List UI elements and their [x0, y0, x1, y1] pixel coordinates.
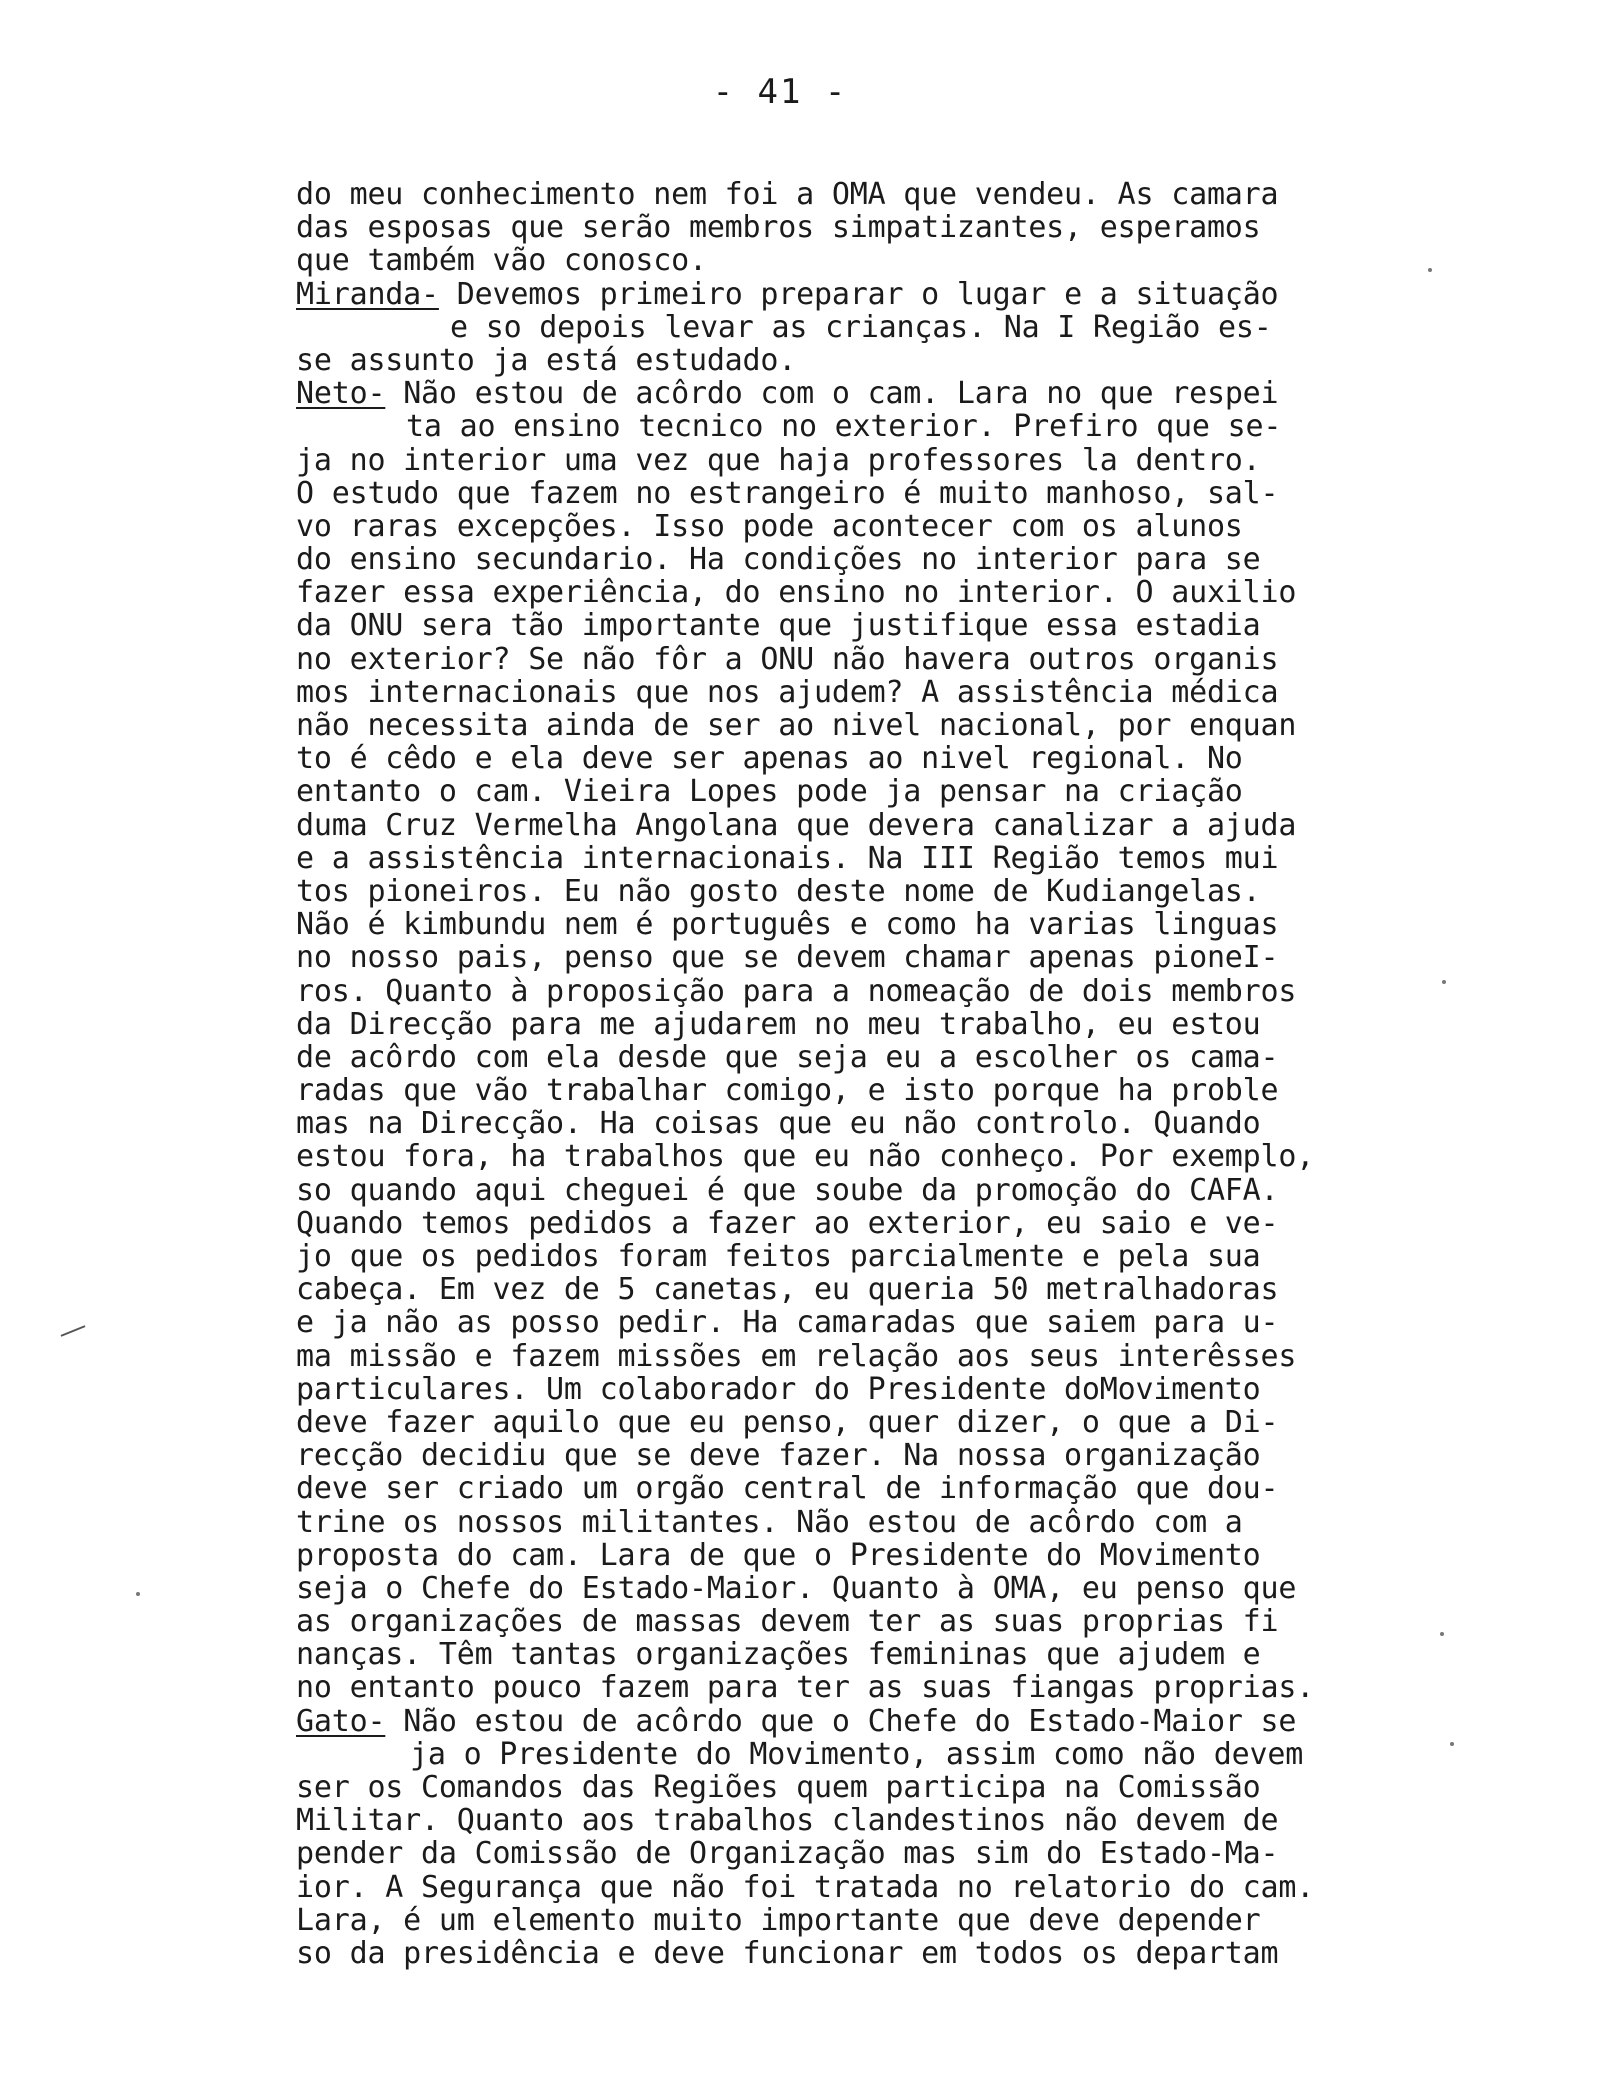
text-line: radas que vão trabalhar comigo, e isto porque ha proble [296, 1073, 1279, 1109]
text-line: nanças. Têm tantas organizações femininas que ajudem e [296, 1637, 1261, 1673]
text-line: estou fora, ha trabalhos que eu não conheço. Por exemplo, [296, 1139, 1315, 1175]
speech-text: Não estou de acôrdo com o cam. Lara no que respei [403, 376, 1279, 412]
text-line: to é cêdo e ela deve ser apenas ao nivel regional. No [296, 741, 1243, 777]
scan-speck [1428, 268, 1432, 272]
scan-speck [1440, 1632, 1444, 1636]
speaker-name-neto: Neto- [296, 376, 386, 412]
text-line: no nosso pais, penso que se devem chamar apenas pioneI- [296, 940, 1279, 976]
text-line: pender da Comissão de Organização mas sim do Estado-Ma- [296, 1836, 1279, 1872]
text-line: que também vão conosco. [296, 243, 707, 279]
text-line: e so depois levar as crianças. Na I Região es- [450, 309, 1272, 345]
speech-text: Não estou de acôrdo que o Chefe do Estado-Maior se [403, 1703, 1297, 1739]
text-line: ma missão e fazem missões em relação aos seus interêsses [296, 1338, 1297, 1374]
typed-text-body [296, 178, 1396, 1970]
text-line: so quando aqui cheguei é que soube da promoção do CAFA. [296, 1172, 1279, 1208]
speaker-name-gato: Gato- [296, 1703, 386, 1739]
text-line: ros. Quanto à proposição para a nomeação de dois membros [296, 973, 1297, 1009]
text-line: ior. A Segurança que não foi tratada no relatorio do cam. [296, 1869, 1315, 1905]
text-line: deve ser criado um orgão central de informação que dou- [296, 1471, 1279, 1507]
text-line: da Direcção para me ajudarem no meu trabalho, eu estou [296, 1006, 1261, 1042]
text-line: cabeça. Em vez de 5 canetas, eu queria 50 metralhadoras [296, 1272, 1279, 1308]
text-line: no entanto pouco fazem para ter as suas fiangas proprias. [296, 1670, 1315, 1706]
text-line: da ONU sera tão importante que justifique essa estadia [296, 608, 1261, 644]
text-line: ja no interior uma vez que haja professores la dentro. [296, 442, 1261, 478]
text-line: se assunto ja está estudado. [296, 342, 797, 378]
text-line: de acôrdo com ela desde que seja eu a escolher os cama- [296, 1039, 1279, 1075]
text-line: das esposas que serão membros simpatizantes, esperamos [296, 210, 1261, 246]
text-line: e ja não as posso pedir. Ha camaradas que saiem para u- [296, 1305, 1279, 1341]
text-line: Militar. Quanto aos trabalhos clandestinos não devem de [296, 1803, 1279, 1839]
scan-speck [136, 1592, 140, 1596]
speaker-name-miranda: Miranda- [296, 276, 439, 312]
text-line [296, 278, 1396, 311]
text-line: seja o Chefe do Estado-Maior. Quanto à OMA, eu penso que [296, 1570, 1297, 1606]
text-line: O estudo que fazem no estrangeiro é muito manhoso, sal- [296, 475, 1279, 511]
text-line: fazer essa experiência, do ensino no interior. O auxilio [296, 575, 1297, 611]
text-line: tos pioneiros. Eu não gosto deste nome de Kudiangelas. [296, 873, 1261, 909]
speech-text: Devemos primeiro preparar o lugar e a situação [456, 276, 1279, 312]
text-line: duma Cruz Vermelha Angolana que devera canalizar a ajuda [296, 807, 1297, 843]
text-line: so da presidência e deve funcionar em todos os departam [296, 1935, 1279, 1971]
text-line: do ensino secundario. Ha condições no interior para se [296, 542, 1261, 578]
text-line: as organizações de massas devem ter as suas proprias fi [296, 1604, 1279, 1640]
text-line: ja o Presidente do Movimento, assim como não devem [410, 1736, 1304, 1772]
text-line: particulares. Um colaborador do Presidente doMovimento [296, 1371, 1261, 1407]
text-line: ta ao ensino tecnico no exterior. Prefiro que se- [406, 409, 1282, 445]
text-line: Quando temos pedidos a fazer ao exterior, eu saio e ve- [296, 1205, 1279, 1241]
text-line: mos internacionais que nos ajudem? A assistência médica [296, 674, 1279, 710]
scan-speck [1450, 1742, 1454, 1746]
text-line: vo raras excepções. Isso pode acontecer com os alunos [296, 508, 1243, 544]
text-line: proposta do cam. Lara de que o Presidente do Movimento [296, 1537, 1261, 1573]
text-line [296, 377, 1396, 410]
text-line: ser os Comandos das Regiões quem participa na Comissão [296, 1770, 1261, 1805]
text-line: no exterior? Se não fôr a ONU não havera outros organis [296, 641, 1279, 677]
text-line: e a assistência internacionais. Na III Região temos mui [296, 840, 1279, 876]
page-number: - 41 - [712, 72, 848, 112]
text-line: jo que os pedidos foram feitos parcialmente e pela sua [296, 1239, 1261, 1274]
text-line: trine os nossos militantes. Não estou de acôrdo com a [296, 1504, 1243, 1540]
text-line: deve fazer aquilo que eu penso, quer dizer, o que a Di- [296, 1404, 1279, 1440]
text-line: Não é kimbundu nem é português e como ha varias linguas [296, 907, 1279, 943]
text-line: entanto o cam. Vieira Lopes pode ja pensar na criação [296, 774, 1243, 810]
text-line: Lara, é um elemento muito importante que deve depender [296, 1902, 1261, 1938]
text-line: não necessita ainda de ser ao nivel nacional, por enquan [296, 708, 1297, 743]
text-line: mas na Direcção. Ha coisas que eu não controlo. Quando [296, 1106, 1261, 1142]
text-line: recção decidiu que se deve fazer. Na nossa organização [296, 1438, 1261, 1474]
text-line: do meu conhecimento nem foi a OMA que vendeu. As camara [296, 177, 1279, 212]
scan-speck [1442, 980, 1446, 984]
scan-mark [61, 1325, 86, 1337]
text-line [296, 1705, 1396, 1738]
